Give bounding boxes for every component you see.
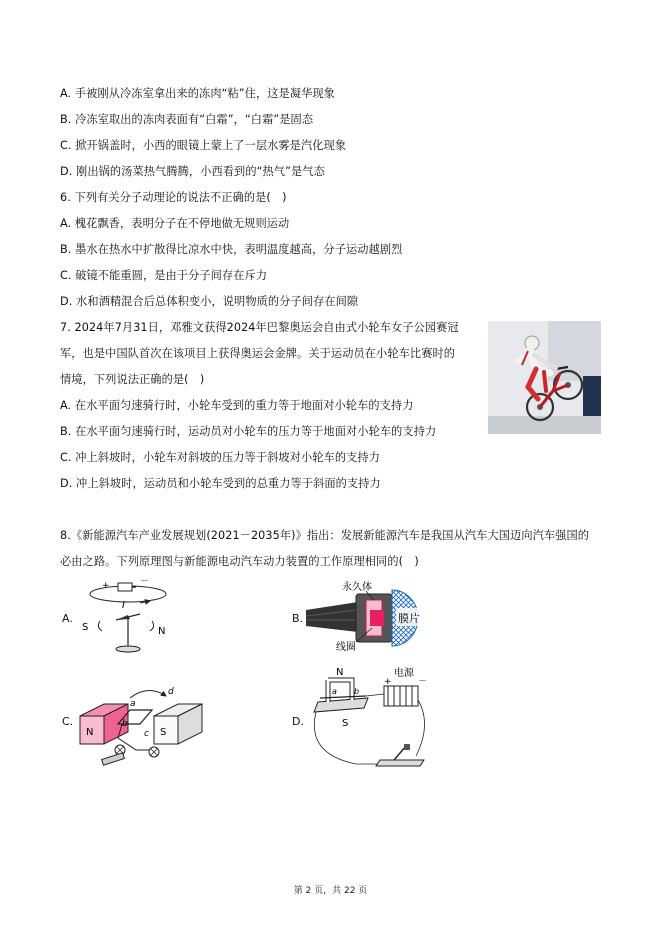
- figure-b-diaphragm: 膜片: [398, 612, 420, 625]
- q8-option-b-label: B.: [292, 612, 304, 625]
- q7-stem-line-2: 军，也是中国队首次在该项目上获得奥运会金牌。关于运动员在小轮车比赛时的: [60, 347, 456, 360]
- figure-d-b: b: [354, 687, 360, 696]
- figure-c-d: d: [168, 687, 174, 697]
- figure-a-oersted: [78, 577, 178, 659]
- figure-d-plus: +: [384, 677, 392, 687]
- figure-c-south: S: [160, 727, 167, 738]
- bmx-rider-photo: [488, 321, 601, 434]
- figure-b-microphone: [306, 580, 446, 652]
- figure-b-coil: 线圈: [336, 642, 356, 652]
- q7-stem-line-1: 7. 2024年7月31日，邓雅文获得2024年巴黎奥运会自由式小轮车女子公园赛冠: [60, 321, 459, 334]
- figure-d-motor-circuit: [306, 664, 442, 772]
- q7-option-c: C. 冲上斜坡时，小轮车对斜坡的压力等于斜坡对小轮车的支持力: [60, 451, 380, 464]
- q6-option-b: B. 墨水在热水中扩散得比凉水中快，表明温度越高，分子运动越剧烈: [60, 243, 403, 256]
- q8-stem-line-2: 必由之路。下列原理图与新能源电动汽车动力装置的工作原理相同的( ): [60, 555, 419, 568]
- q8-option-a-label: A.: [62, 612, 73, 625]
- figure-d-a: a: [332, 687, 337, 696]
- figure-a-plus: +: [102, 581, 110, 591]
- q6-stem: 6. 下列有关分子动理论的说法不正确的是( ): [60, 191, 287, 204]
- figure-d-power: 电源: [394, 668, 414, 679]
- q8-option-c-label: C.: [62, 715, 74, 728]
- q5-option-a: A. 手被刚从冷冻室拿出来的冻肉“粘”住，这是凝华现象: [60, 87, 335, 100]
- q5-option-c: C. 掀开锅盖时，小西的眼镜上蒙上了一层水雾是汽化现象: [60, 139, 347, 152]
- page-footer: 第 2 页，共 22 页: [293, 886, 368, 896]
- figure-c-magnet-coil: [78, 680, 208, 770]
- figure-c-a: a: [130, 699, 136, 709]
- q5-option-d: D. 刚出锅的汤菜热气腾腾，小西看到的“热气”是气态: [60, 165, 325, 178]
- figure-c-b: b: [122, 719, 128, 729]
- q7-option-b: B. 在水平面匀速骑行时，运动员对小轮车的压力等于地面对小轮车的支持力: [60, 425, 437, 438]
- figure-a-south: S: [82, 622, 89, 633]
- figure-c-c: c: [144, 729, 149, 739]
- q8-option-d-label: D.: [292, 715, 304, 728]
- q7-option-d: D. 冲上斜坡时，运动员和小轮车受到的总重力等于斜面的支持力: [60, 477, 381, 490]
- figure-a-minus: －: [140, 577, 150, 587]
- figure-d-south: S: [342, 718, 349, 729]
- figure-d-minus: －: [418, 677, 428, 687]
- q8-stem-line-1: 8.《新能源汽车产业发展规划(2021－2035年)》指出：发展新能源汽车是我国从汽车大国迈向汽车强国的: [60, 529, 590, 542]
- figure-a-current: I: [122, 600, 125, 611]
- figure-a-north: N: [158, 626, 166, 637]
- q5-option-b: B. 冷冻室取出的冻肉表面有“白霜”，“白霜”是固态: [60, 113, 314, 126]
- q7-stem-line-3: 情境，下列说法正确的是( ): [60, 373, 205, 386]
- figure-d-north: N: [336, 667, 344, 678]
- q6-option-a: A. 槐花飘香，表明分子在不停地做无规则运动: [60, 217, 290, 230]
- figure-b-magnet: 永久体: [342, 582, 372, 593]
- q6-option-d: D. 水和酒精混合后总体积变小，说明物质的分子间存在间隙: [60, 295, 359, 308]
- q6-option-c: C. 破镜不能重圆，是由于分子间存在斥力: [60, 269, 268, 282]
- q7-option-a: A. 在水平面匀速骑行时，小轮车受到的重力等于地面对小轮车的支持力: [60, 399, 414, 412]
- figure-c-north: N: [86, 727, 94, 738]
